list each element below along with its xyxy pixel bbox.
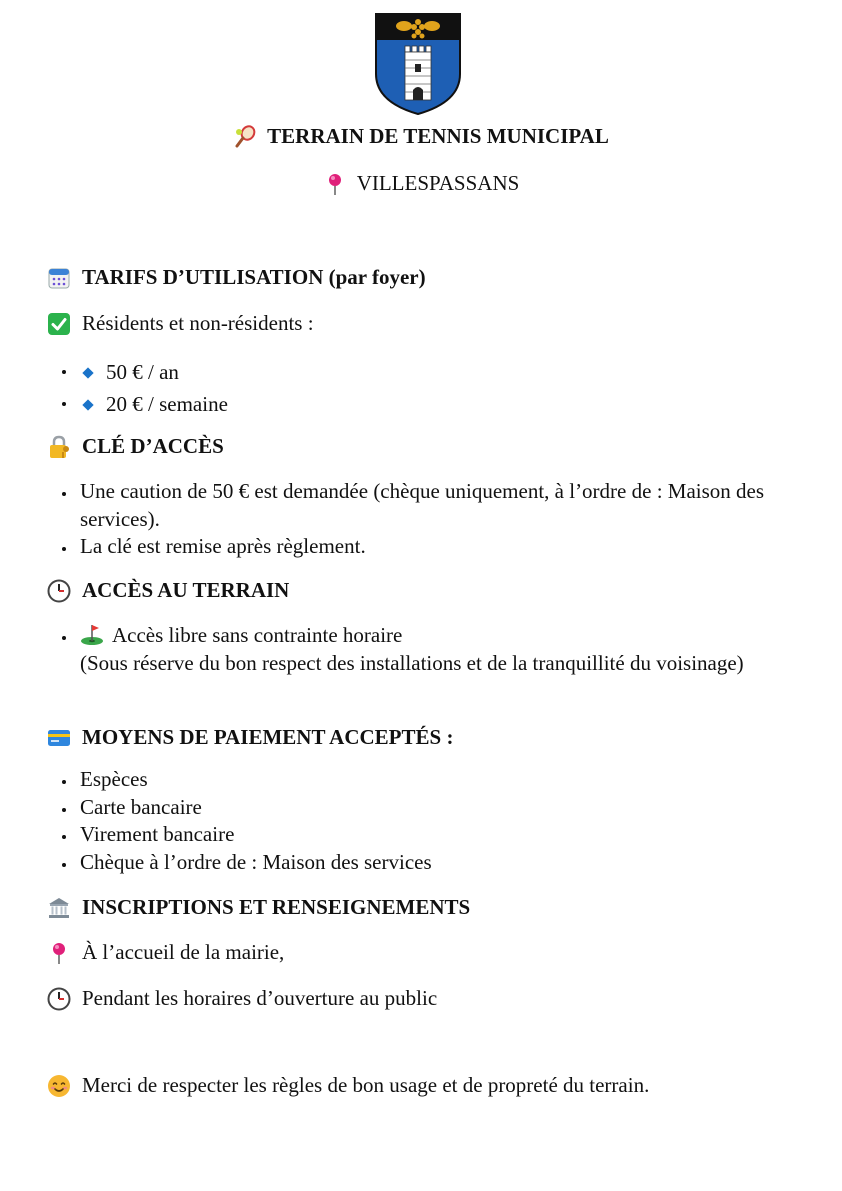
inscriptions-when: Pendant les horaires d’ouverture au public (47, 985, 437, 1012)
clock-icon (47, 987, 71, 1011)
section-heading-acces: ACCÈS AU TERRAIN (47, 577, 289, 604)
section-heading-paiement: MOYENS DE PAIEMENT ACCEPTÉS : (47, 724, 453, 751)
credit-card-icon (47, 726, 71, 750)
list-item: Carte bancaire (80, 794, 432, 822)
eligibility-line: Résidents et non-résidents : (47, 310, 314, 337)
smiling-face-icon (47, 1074, 71, 1098)
blue-diamond-icon (82, 399, 93, 410)
list-item: Virement bancaire (80, 821, 432, 849)
calendar-icon (47, 266, 71, 290)
section-heading-tarifs: TARIFS D’UTILISATION (par foyer) (47, 264, 426, 291)
list-item: Accès libre sans contrainte horaire (Sous réserve du bon respect des installations et de la tranquillité du voisinage) (80, 622, 770, 677)
list-item: La clé est remise après règlement. (80, 533, 770, 561)
location: VILLESPASSANS (0, 171, 842, 196)
section-heading-cle: CLÉ D’ACCÈS (47, 433, 224, 460)
footer-message: Merci de respecter les règles de bon usage et de propreté du terrain. (47, 1072, 649, 1099)
town-coat-of-arms (374, 12, 462, 116)
tennis-racket-icon (233, 125, 257, 149)
pushpin-icon (47, 941, 71, 965)
pushpin-icon (323, 172, 347, 196)
list-item: Chèque à l’ordre de : Maison des services (80, 849, 432, 877)
cle-list (80, 478, 770, 561)
tarifs-list (80, 356, 228, 420)
flag-in-hole-icon (80, 622, 104, 646)
list-item: 20 € / semaine (80, 388, 228, 420)
classical-building-icon (47, 896, 71, 920)
clock-icon (47, 579, 71, 603)
check-mark-icon (47, 312, 71, 336)
acces-list (80, 622, 770, 677)
paiement-list (80, 766, 432, 876)
inscriptions-where: À l’accueil de la mairie, (47, 939, 284, 966)
list-item: Espèces (80, 766, 432, 794)
page-title: TERRAIN DE TENNIS MUNICIPAL (0, 124, 842, 149)
list-item: 50 € / an (80, 356, 228, 388)
blue-diamond-icon (82, 367, 93, 378)
list-item: Une caution de 50 € est demandée (chèque uniquement, à l’ordre de : Maison des services). (80, 478, 770, 533)
section-heading-inscriptions: INSCRIPTIONS ET RENSEIGNEMENTS (47, 894, 470, 921)
lock-with-key-icon (47, 435, 71, 459)
